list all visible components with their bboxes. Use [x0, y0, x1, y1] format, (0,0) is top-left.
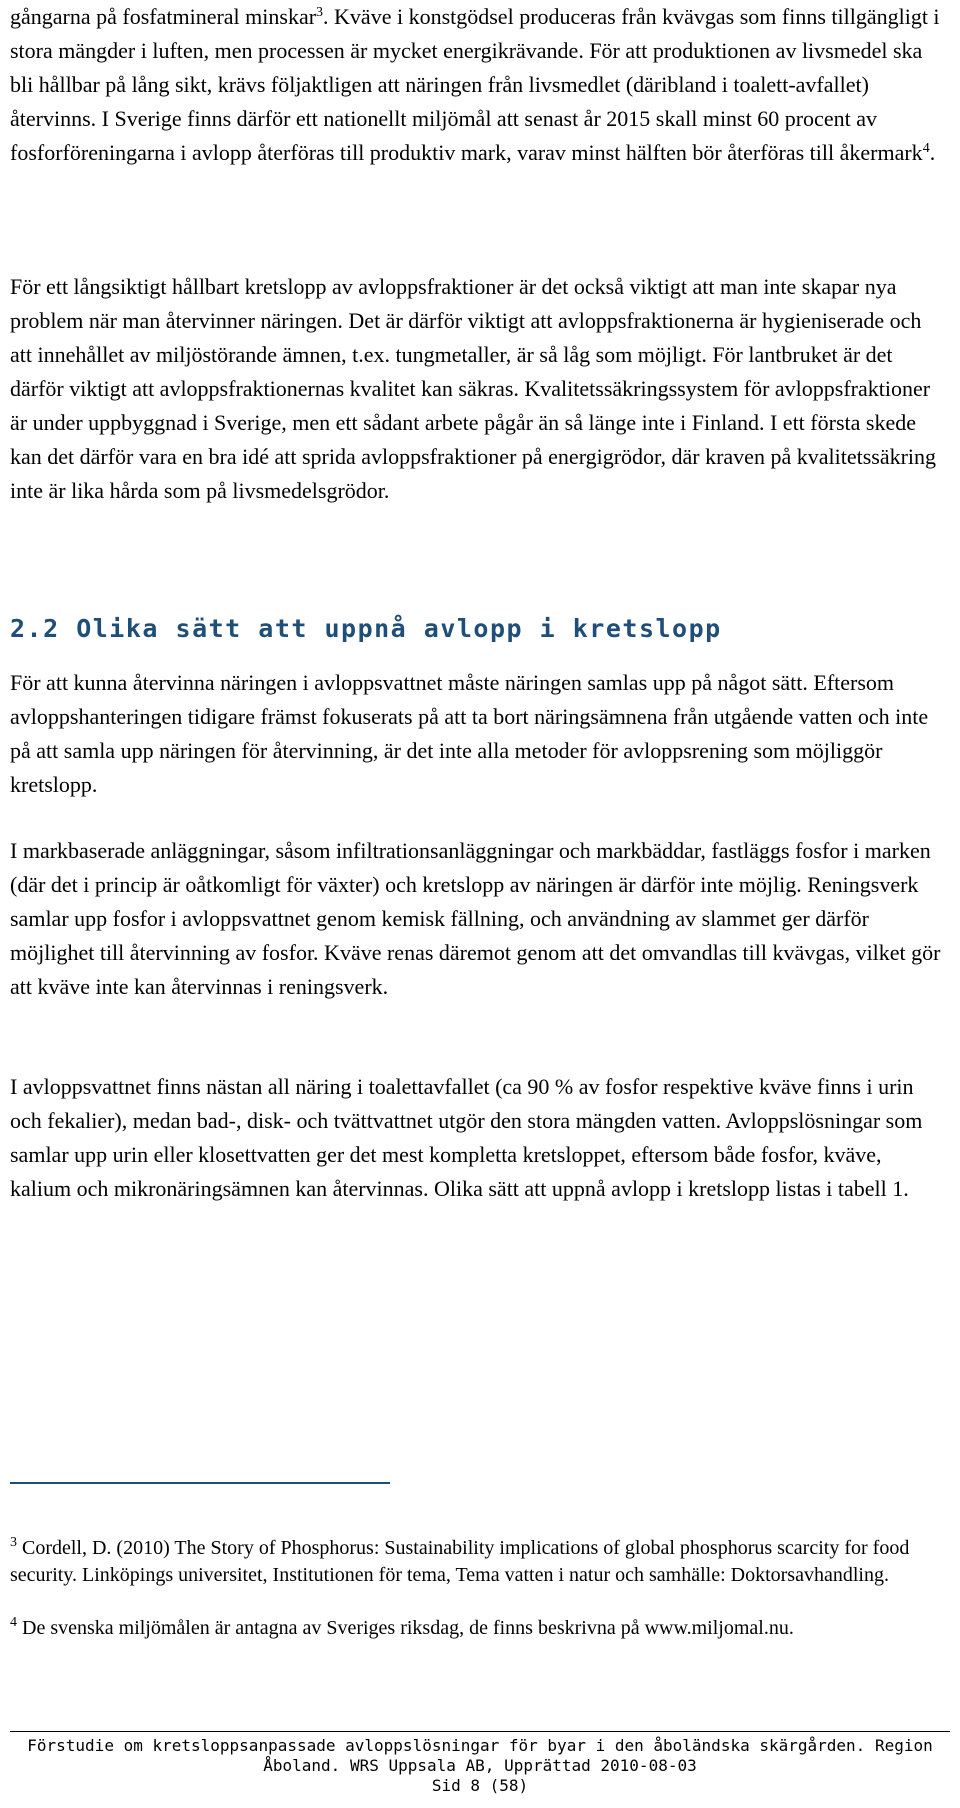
footer-separator [10, 1731, 950, 1732]
footer-line-1: Förstudie om kretsloppsanpassade avloppslösningar för byar i den åboländska skärgården. Region [27, 1736, 933, 1755]
footnote-mark: 4 [10, 1615, 17, 1630]
paragraph-soil-based-systems: I markbaserade anläggningar, såsom infiltrationsanläggningar och markbäddar, fastläggs fosfor i marken (där det i princip är oåtkomligt för växter) och kretslopp av näringen är därför inte möjlig. Reningsverk samlar upp fosfor i avloppsvattnet genom kemisk fällning, och användning av slammet ger därför möjlighet till återvinning av fosfor. Kväve renas däremot genom att det omvandlas till kvävgas, vilket gör att kväve inte kan återvinnas i reningsverk. [10, 838, 941, 999]
paragraph-phosphorus-nitrogen [10, 0, 945, 170]
footnote-ref-4[interactable]: 4 [922, 141, 930, 156]
paragraph-sustainable-cycle: För ett långsiktigt hållbart kretslopp av avloppsfraktioner är det också viktigt att man inte skapar nya problem när man återvinner näringen. Det är därför viktigt att avloppsfraktionerna är hygieniserade och att innehållet av miljöstörande ämnen, t.ex. tungmetaller, är så låg som möjligt. För lantbruket är det därför viktigt att avloppsfraktionernas kvalitet kan säkras. Kvalitetssäkringssystem för avloppsfraktioner är under uppbyggnad i Sverige, men ett sådant arbete pågår än så länge inte i Finland. I ett första skede kan det därför vara en bra idé att sprida avloppsfraktioner på energigrödor, där kraven på kvalitetssäkring inte är lika hårda som på livsmedelsgrödor. [10, 274, 937, 503]
paragraph-text: . [929, 140, 936, 165]
page-footer [10, 1736, 950, 1796]
section-heading-2-2: 2.2 Olika sätt att uppnå avlopp i kretslopp [10, 614, 722, 643]
footnote-separator [10, 1482, 390, 1484]
footnote-text: De svenska miljömålen är antagna av Sveriges riksdag, de finns beskrivna på www.miljomal.nu. [17, 1617, 794, 1639]
footnote-mark: 3 [10, 1535, 17, 1550]
footnote-4 [10, 1615, 945, 1642]
paragraph-text: gångarna på fosfatmineral minskar [10, 4, 317, 29]
paragraph-text: . Kväve i konstgödsel produceras från kvävgas som finns tillgängligt i stora mängder i luften, men processen är mycket energikrävande. För att produktionen av livsmedel ska bli hållbar på lång sikt, krävs följaktligen att näringen från livsmedlet (däribland i toalett-avfallet) återvinns. I Sverige finns därför ett nationellt miljömål att senast år 2015 skall minst 60 procent av fosforföreningarna i avlopp återföras till produktiv mark, varav minst hälften bör återföras till åkermark [10, 4, 940, 165]
footnote-text: Cordell, D. (2010) The Story of Phosphorus: Sustainability implications of global phosphorus scarcity for food security. Linköpings universitet, Institutionen för tema, Tema vatten i natur och samhälle: Doktorsavhandling. [10, 1537, 910, 1586]
footnote-ref-3[interactable]: 3 [316, 5, 324, 20]
paragraph-nutrient-recovery: För att kunna återvinna näringen i avloppsvattnet måste näringen samlas upp på något sätt. Eftersom avloppshanteringen tidigare främst fokuserats på att ta bort näringsämnena från utgående vatten och inte på att samla upp näringen för återvinning, är det inte alla metoder för avloppsrening som möjliggör kretslopp. [10, 670, 929, 797]
footnote-3 [10, 1535, 945, 1589]
paragraph-toilet-waste: I avloppsvattnet finns nästan all näring i toalettavfallet (ca 90 % av fosfor respektive kväve finns i urin och fekalier), medan bad-, disk- och tvättvattnet utgör den stora mängden vatten. Avloppslösningar som samlar upp urin eller klosettvatten ger det mest kompletta kretsloppet, eftersom både fosfor, kväve, kalium och mikronäringsämnen kan återvinnas. Olika sätt att uppnå avlopp i kretslopp listas i tabell 1. [10, 1074, 923, 1201]
page-number: Sid 8 (58) [431, 1776, 529, 1795]
footer-line-2: Åboland. WRS Uppsala AB, Upprättad 2010-08-03 [263, 1756, 697, 1775]
